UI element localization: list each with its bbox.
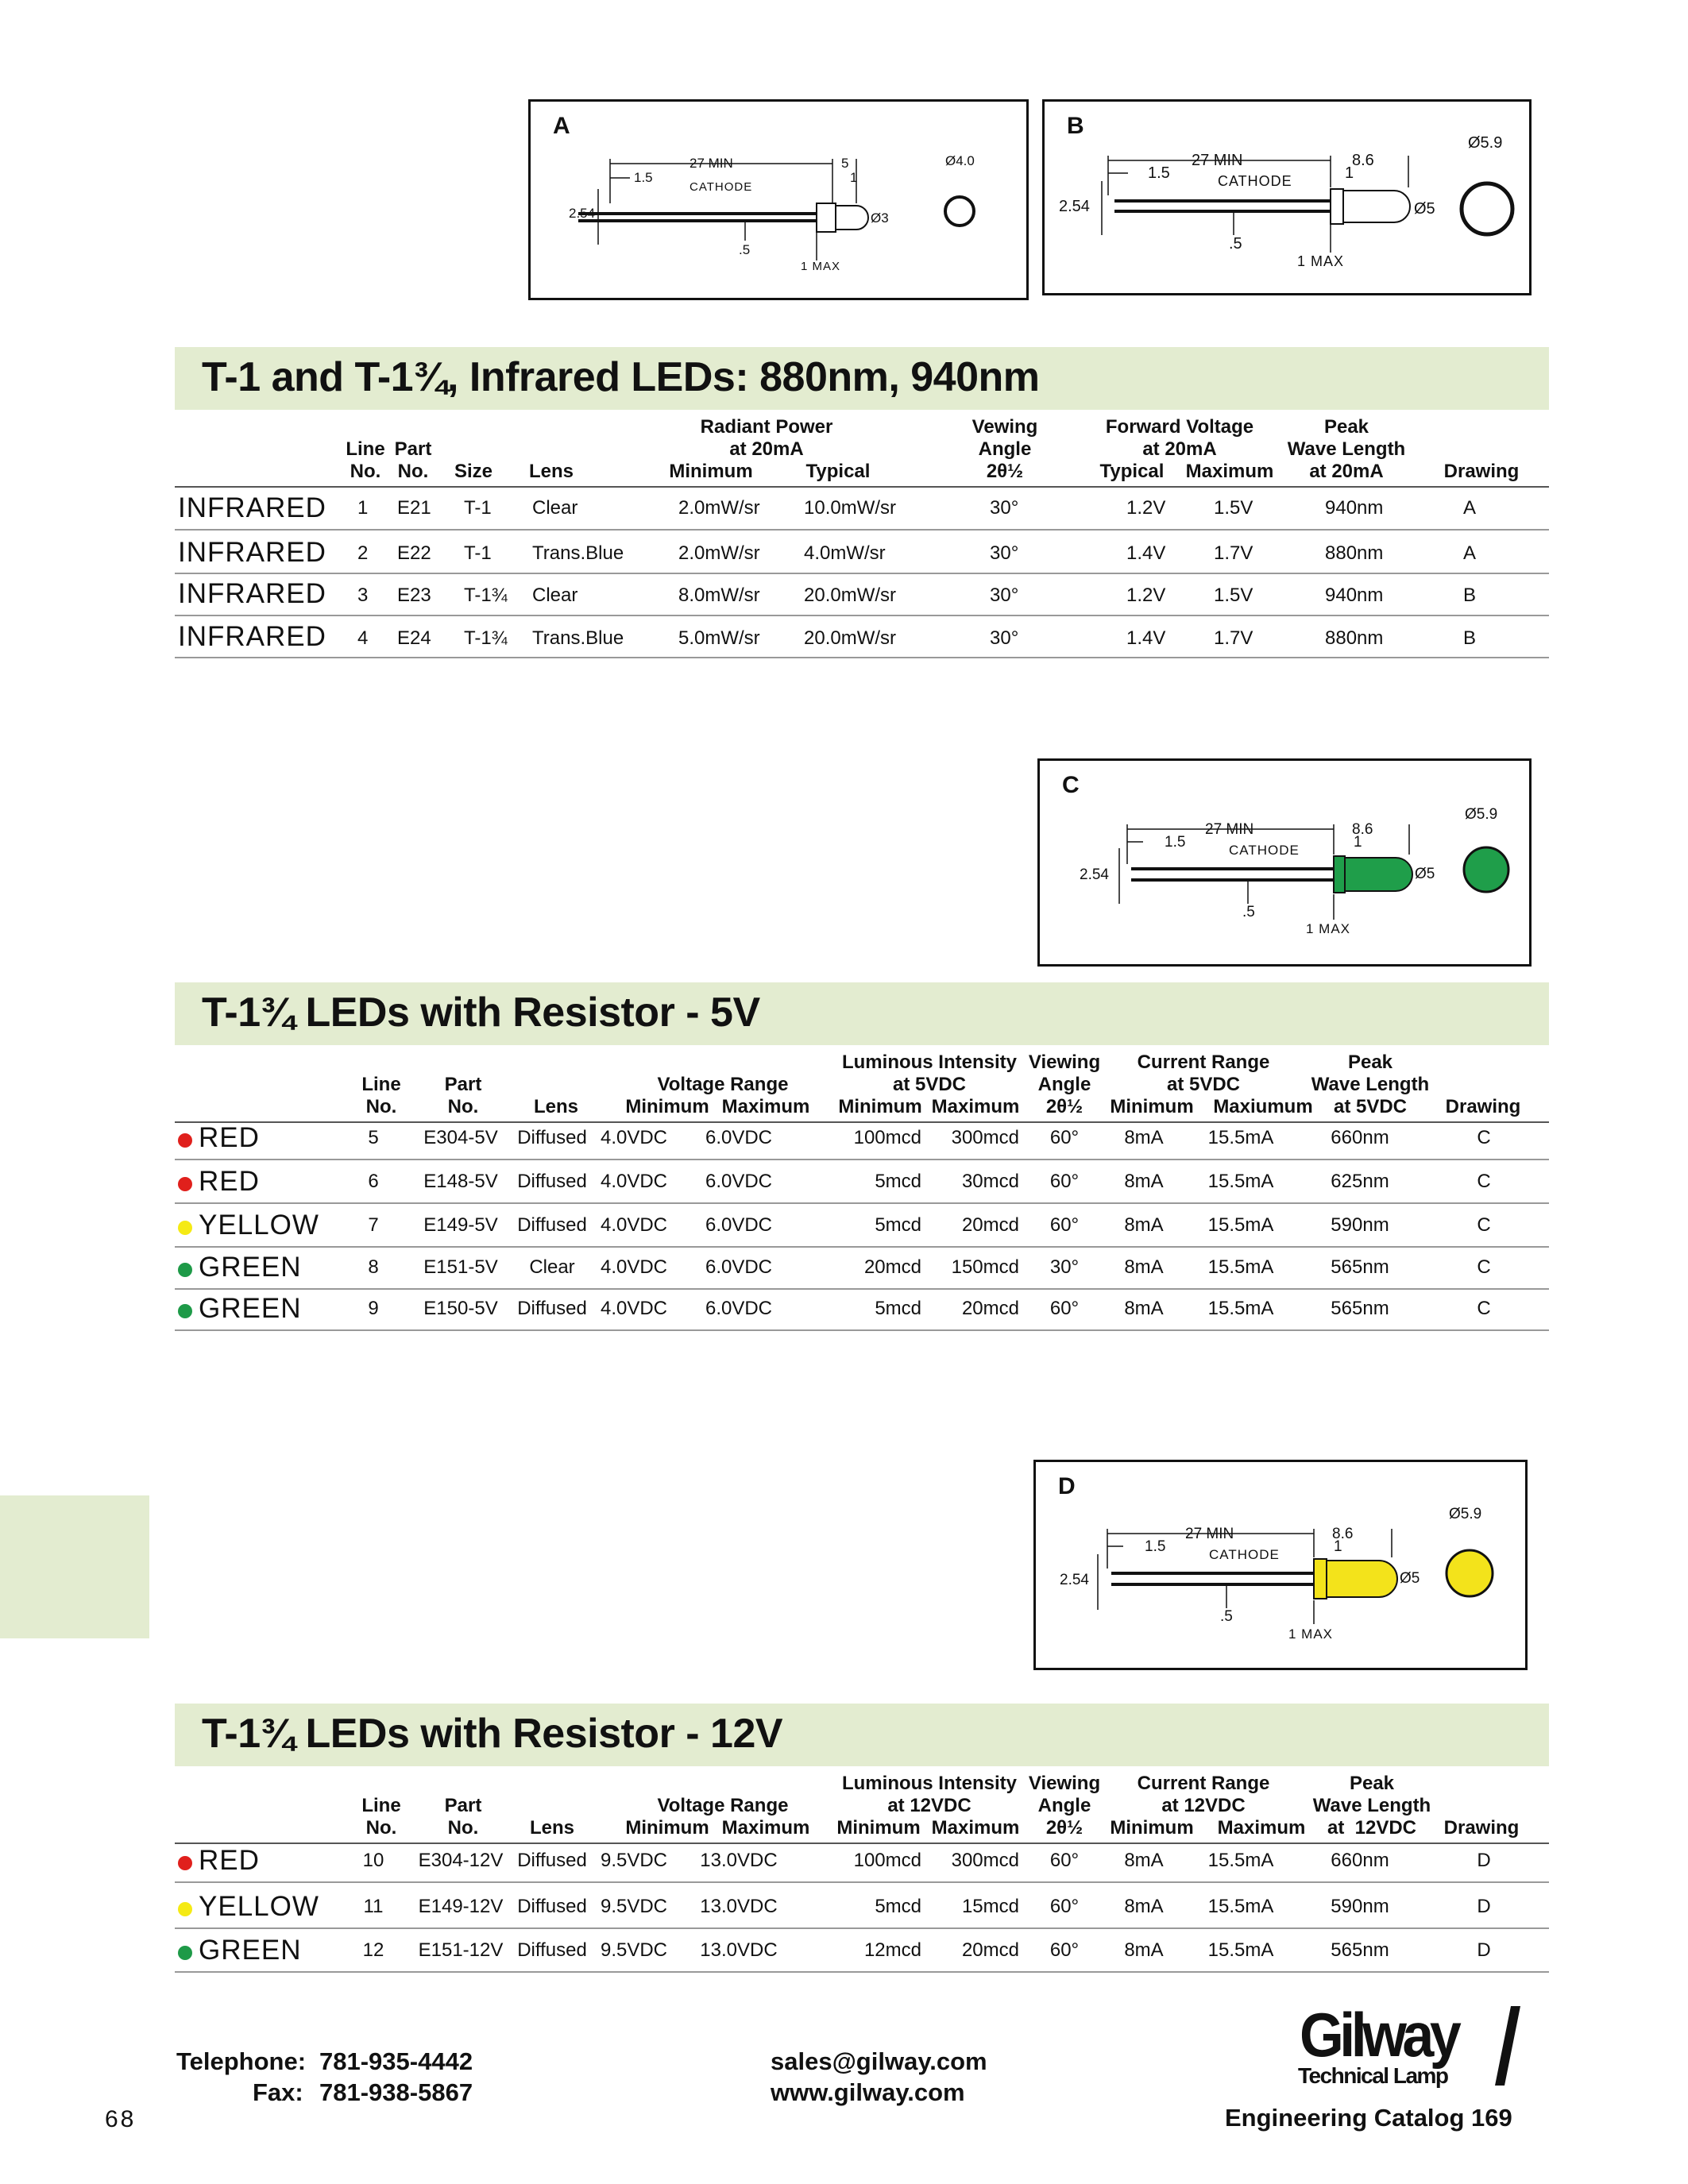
- current-max: 15.5mA: [1207, 1127, 1274, 1148]
- part-no: E23: [397, 585, 431, 606]
- drawing-ref: C: [1477, 1256, 1491, 1278]
- dim-pitch: 2.54: [1080, 866, 1109, 883]
- voltage-min: 9.5VDC: [600, 1850, 668, 1871]
- col-header-forward-voltage: Forward Voltage at 20mA: [1105, 416, 1254, 460]
- table-header-rule: [175, 1121, 1549, 1123]
- dim-flange: 1 MAX: [1288, 1626, 1334, 1642]
- voltage-max: 6.0VDC: [705, 1256, 773, 1278]
- row-rule: [175, 657, 1549, 658]
- dim-length: 27 MIN: [1205, 821, 1254, 838]
- drawing-ref: D: [1477, 1896, 1491, 1917]
- section-title: T-1¾ LEDs with Resistor - 12V: [202, 1711, 783, 1757]
- lens: Clear: [532, 585, 578, 606]
- line-no: 6: [368, 1171, 379, 1192]
- col-header-lens: Lens: [533, 1096, 578, 1117]
- voltage-max: 6.0VDC: [705, 1171, 773, 1192]
- col-header-voltage-max: Maximum: [721, 1096, 810, 1117]
- col-header-voltage-max: Maximum: [721, 1817, 810, 1839]
- view-angle: 30°: [990, 497, 1019, 519]
- peak-wavelength: 565nm: [1331, 1939, 1389, 1961]
- dim-flange: 1 MAX: [801, 260, 841, 273]
- col-header-voltage-min: Minimum: [625, 1817, 709, 1839]
- drawing-ref: C: [1477, 1214, 1491, 1236]
- led-type: INFRARED: [178, 578, 326, 609]
- line-no: 12: [362, 1939, 384, 1961]
- radiant-min: 2.0mW/sr: [678, 497, 760, 519]
- lens: Clear: [529, 1256, 575, 1278]
- col-header-part: Part No.: [394, 438, 432, 482]
- current-min: 8mA: [1124, 1171, 1164, 1192]
- row-rule: [175, 1329, 1549, 1331]
- drawing-ref: D: [1477, 1850, 1491, 1871]
- led-type: INFRARED: [178, 537, 326, 568]
- dim-flange: 1 MAX: [1306, 921, 1351, 936]
- current-max: 15.5mA: [1207, 1171, 1274, 1192]
- part-no: E149-5V: [423, 1214, 498, 1236]
- col-header-voltage-min: Minimum: [625, 1096, 709, 1117]
- section-header: [175, 982, 1549, 1045]
- dim-lead: .5: [1229, 235, 1242, 253]
- peak-wavelength: 660nm: [1331, 1127, 1389, 1148]
- col-header-lum-max: Maximum: [931, 1817, 1020, 1839]
- drawing-ref: C: [1477, 1171, 1491, 1192]
- dim-lead: .5: [1220, 1608, 1233, 1625]
- page-number: 68: [105, 2106, 137, 2132]
- radiant-typ: 20.0mW/sr: [804, 627, 897, 649]
- row-rule: [175, 1246, 1549, 1248]
- dim-top-dia: Ø5.9: [1468, 134, 1503, 152]
- voltage-max: 13.0VDC: [700, 1939, 778, 1961]
- col-header-lens: Lens: [529, 461, 574, 482]
- dim-top-dia: Ø5.9: [1465, 806, 1498, 823]
- peak-wavelength: 940nm: [1325, 497, 1384, 519]
- current-min: 8mA: [1124, 1896, 1164, 1917]
- dim-length: 27 MIN: [1192, 152, 1243, 169]
- part-no: E304-12V: [418, 1850, 504, 1871]
- dim-length: 27 MIN: [1185, 1526, 1234, 1542]
- size: T-1: [464, 542, 492, 564]
- dim-lead-offset: 1.5: [1145, 1538, 1166, 1555]
- lum-min: 100mcd: [853, 1127, 921, 1148]
- size: T-1¾: [464, 627, 508, 649]
- table-header-rule: [175, 1843, 1549, 1844]
- lens: Diffused: [517, 1127, 587, 1148]
- part-no: E149-12V: [418, 1896, 504, 1917]
- col-header-part: Part No.: [444, 1795, 482, 1839]
- drawing-ref: A: [1463, 497, 1477, 519]
- voltage-min: 9.5VDC: [600, 1939, 668, 1961]
- fv-max: 1.7V: [1214, 627, 1253, 649]
- lum-max: 20mcd: [961, 1214, 1019, 1236]
- lum-max: 15mcd: [961, 1896, 1019, 1917]
- dim-lead: .5: [1242, 904, 1255, 920]
- dim-dia: Ø5: [1400, 1570, 1420, 1587]
- lens: Diffused: [517, 1850, 587, 1871]
- led-type: INFRARED: [178, 492, 326, 523]
- part-no: E151-5V: [423, 1256, 498, 1278]
- voltage-max: 6.0VDC: [705, 1214, 773, 1236]
- led-type: RED: [199, 1122, 260, 1153]
- col-header-radiant: Radiant Power at 20mA: [700, 416, 833, 460]
- lum-min: 12mcd: [863, 1939, 921, 1961]
- led-type: RED: [199, 1845, 260, 1876]
- current-max: 15.5mA: [1207, 1850, 1274, 1871]
- fax-label: Fax:: [253, 2078, 303, 2106]
- drawing-ref: B: [1463, 627, 1477, 649]
- lum-max: 300mcd: [951, 1127, 1019, 1148]
- logo-subtitle: Technical Lamp: [1298, 2063, 1448, 2088]
- drawing-label: C: [1062, 772, 1080, 798]
- lum-min: 5mcd: [875, 1298, 921, 1319]
- row-rule: [175, 615, 1549, 616]
- section-title: T-1¾ LEDs with Resistor - 5V: [202, 990, 760, 1036]
- fv-typ: 1.2V: [1126, 585, 1166, 606]
- dim-dia: Ø3: [871, 210, 889, 226]
- row-rule: [175, 1971, 1549, 1973]
- current-max: 15.5mA: [1207, 1214, 1274, 1236]
- voltage-max: 13.0VDC: [700, 1850, 778, 1871]
- col-header-line: Line No.: [361, 1074, 401, 1117]
- led-diagram-d: [1036, 1462, 1530, 1673]
- dim-body: 8.6: [1352, 821, 1373, 838]
- dim-pitch: 2.54: [1060, 1572, 1089, 1588]
- led-type: YELLOW: [199, 1891, 319, 1922]
- line-no: 8: [368, 1256, 379, 1278]
- lens: Diffused: [517, 1896, 587, 1917]
- line-no: 11: [363, 1896, 384, 1917]
- current-max: 15.5mA: [1207, 1298, 1274, 1319]
- gilway-logo: [1295, 2000, 1525, 2090]
- lens: Diffused: [517, 1939, 587, 1961]
- dim-lead-offset: 1.5: [634, 170, 653, 185]
- lum-min: 100mcd: [853, 1850, 921, 1871]
- part-no: E22: [397, 542, 431, 564]
- current-min: 8mA: [1124, 1850, 1164, 1871]
- led-flange: [1334, 856, 1345, 893]
- drawing-a: [528, 99, 1029, 300]
- part-no: E21: [397, 497, 431, 519]
- drawing-label: B: [1067, 113, 1084, 139]
- drawing-ref: B: [1463, 585, 1477, 606]
- color-dot-icon: [178, 1946, 192, 1960]
- voltage-min: 4.0VDC: [600, 1214, 668, 1236]
- led-type: GREEN: [199, 1252, 302, 1283]
- lum-max: 150mcd: [951, 1256, 1019, 1278]
- line-no: 10: [362, 1850, 384, 1871]
- voltage-max: 13.0VDC: [700, 1896, 778, 1917]
- col-header-cur-max: Maximum: [1217, 1817, 1306, 1839]
- voltage-min: 4.0VDC: [600, 1171, 668, 1192]
- col-header-radiant-typ: Typical: [805, 461, 871, 482]
- line-no: 5: [368, 1127, 379, 1148]
- cathode-label: CATHODE: [689, 180, 753, 194]
- col-header-line: Line No.: [361, 1795, 401, 1839]
- led-top-view: [1447, 1550, 1493, 1596]
- col-header-cur-min: Minimum: [1110, 1096, 1194, 1117]
- dim-body: 8.6: [1352, 152, 1374, 169]
- color-dot-icon: [178, 1856, 192, 1870]
- led-type: INFRARED: [178, 621, 326, 652]
- fax: 781-938-5867: [319, 2078, 473, 2106]
- led-type: GREEN: [199, 1935, 302, 1966]
- dim-dia: Ø5: [1415, 866, 1435, 882]
- dim-top-dia: Ø4.0: [945, 153, 975, 168]
- dim-rim: 1: [1354, 834, 1362, 851]
- cathode-label: CATHODE: [1209, 1547, 1280, 1562]
- radiant-typ: 4.0mW/sr: [804, 542, 886, 564]
- led-body: [1327, 1561, 1397, 1597]
- row-rule: [175, 1288, 1549, 1290]
- col-header-angle: Viewing Angle 2θ½: [1028, 1051, 1101, 1117]
- led-type: GREEN: [199, 1293, 302, 1324]
- color-dot-icon: [178, 1133, 192, 1148]
- logo-wordmark: Gilway: [1300, 2000, 1458, 2070]
- led-diagram-c: [1040, 761, 1534, 969]
- catalog-label: Engineering Catalog 169: [1225, 2104, 1512, 2132]
- row-rule: [175, 1881, 1549, 1883]
- lum-max: 300mcd: [951, 1850, 1019, 1871]
- view-angle: 30°: [990, 627, 1019, 649]
- col-header-lum-max: Maximum: [931, 1096, 1020, 1117]
- col-header-voltage: Voltage Range: [657, 1795, 789, 1816]
- view-angle: 30°: [1049, 1256, 1080, 1278]
- radiant-min: 2.0mW/sr: [678, 542, 760, 564]
- dim-body: 5: [841, 156, 849, 171]
- drawing-ref: C: [1477, 1127, 1491, 1148]
- current-min: 8mA: [1124, 1256, 1164, 1278]
- col-header-luminous: Luminous Intensity at 12VDC: [841, 1773, 1017, 1816]
- dim-flange: 1 MAX: [1297, 253, 1345, 269]
- dim-rim: 1: [850, 170, 858, 185]
- col-header-fv-max: Maximum: [1185, 461, 1274, 482]
- col-header-luminous: Luminous Intensity at 5VDC: [841, 1051, 1017, 1095]
- dim-lead-offset: 1.5: [1165, 834, 1186, 851]
- radiant-typ: 10.0mW/sr: [804, 497, 897, 519]
- row-rule: [175, 1927, 1549, 1929]
- lum-min: 20mcd: [863, 1256, 921, 1278]
- drawing-ref: D: [1477, 1939, 1491, 1961]
- current-min: 8mA: [1124, 1127, 1164, 1148]
- led-top-view: [1464, 847, 1508, 892]
- col-header-peak: Peak Wave Length at 20mA: [1287, 416, 1406, 482]
- part-no: E304-5V: [423, 1127, 498, 1148]
- current-max: 15.5mA: [1207, 1896, 1274, 1917]
- dim-pitch: 2.54: [1059, 198, 1090, 215]
- dim-pitch: 2.54: [569, 206, 596, 221]
- view-angle: 60°: [1049, 1214, 1080, 1236]
- led-diagram-b: [1045, 102, 1534, 298]
- col-header-drawing: Drawing: [1443, 1817, 1520, 1839]
- col-header-current: Current Range at 12VDC: [1137, 1773, 1270, 1816]
- col-header-cur-min: Minimum: [1110, 1817, 1194, 1839]
- dim-length: 27 MIN: [689, 156, 733, 171]
- col-header-voltage: Voltage Range: [657, 1074, 789, 1095]
- col-header-line: Line No.: [346, 438, 385, 482]
- lens: Diffused: [517, 1171, 587, 1192]
- dim-lead: .5: [739, 242, 751, 257]
- color-dot-icon: [178, 1304, 192, 1318]
- led-flange: [1314, 1559, 1327, 1599]
- drawing-ref: A: [1463, 542, 1477, 564]
- col-header-part: Part No.: [444, 1074, 482, 1117]
- line-no: 3: [357, 585, 369, 606]
- lum-max: 30mcd: [961, 1171, 1019, 1192]
- line-no: 4: [357, 627, 369, 649]
- radiant-min: 5.0mW/sr: [678, 627, 760, 649]
- peak-wavelength: 625nm: [1331, 1171, 1389, 1192]
- row-rule: [175, 529, 1549, 531]
- voltage-max: 6.0VDC: [705, 1298, 773, 1319]
- line-no: 1: [357, 497, 369, 519]
- fv-max: 1.5V: [1214, 585, 1253, 606]
- email-link[interactable]: sales@gilway.com: [771, 2047, 987, 2075]
- cathode-label: CATHODE: [1229, 843, 1300, 858]
- cathode-label: CATHODE: [1218, 173, 1292, 189]
- fv-typ: 1.4V: [1126, 627, 1166, 649]
- voltage-max: 6.0VDC: [705, 1127, 773, 1148]
- peak-wavelength: 940nm: [1325, 585, 1384, 606]
- col-header-lum-min: Minimum: [838, 1096, 922, 1117]
- view-angle: 60°: [1049, 1171, 1080, 1192]
- lum-max: 20mcd: [961, 1298, 1019, 1319]
- dim-rim: 1: [1334, 1538, 1342, 1555]
- dim-top-dia: Ø5.9: [1449, 1506, 1482, 1522]
- line-no: 9: [368, 1298, 379, 1319]
- col-header-lum-min: Minimum: [836, 1817, 921, 1839]
- led-type: YELLOW: [199, 1210, 319, 1241]
- section-title: T-1 and T-1¾, Infrared LEDs: 880nm, 940nm: [202, 354, 1040, 400]
- lens: Diffused: [517, 1214, 587, 1236]
- col-header-peak: Peak Wave Length at 12VDC: [1312, 1773, 1431, 1839]
- voltage-min: 4.0VDC: [600, 1298, 668, 1319]
- lens: Trans.Blue: [532, 627, 624, 649]
- view-angle: 60°: [1049, 1298, 1080, 1319]
- col-header-lens: Lens: [529, 1817, 574, 1839]
- part-no: E148-5V: [423, 1171, 498, 1192]
- radiant-min: 8.0mW/sr: [678, 585, 760, 606]
- size: T-1: [464, 497, 492, 519]
- view-angle: 30°: [990, 542, 1019, 564]
- drawing-c: [1037, 758, 1532, 967]
- part-no: E150-5V: [423, 1298, 498, 1319]
- dim-dia: Ø5: [1414, 200, 1435, 218]
- lum-min: 5mcd: [875, 1896, 921, 1917]
- col-header-current: Current Range at 5VDC: [1137, 1051, 1270, 1095]
- dim-body: 8.6: [1332, 1526, 1354, 1542]
- col-header-angle: Viewing Angle 2θ½: [1028, 1773, 1101, 1839]
- lum-max: 20mcd: [961, 1939, 1019, 1961]
- view-angle: 60°: [1049, 1850, 1080, 1871]
- view-angle: 30°: [990, 585, 1019, 606]
- col-header-size: Size: [454, 461, 493, 482]
- section-header: [175, 347, 1549, 410]
- fv-max: 1.7V: [1214, 542, 1253, 564]
- col-header-cur-max: Maxiumum: [1213, 1096, 1313, 1117]
- voltage-min: 4.0VDC: [600, 1256, 668, 1278]
- website-link[interactable]: www.gilway.com: [771, 2078, 965, 2106]
- peak-wavelength: 565nm: [1331, 1256, 1389, 1278]
- color-dot-icon: [178, 1221, 192, 1235]
- peak-wavelength: 660nm: [1331, 1850, 1389, 1871]
- lens: Trans.Blue: [532, 542, 624, 564]
- col-header-fv-typ: Typical: [1099, 461, 1165, 482]
- lens: Diffused: [517, 1298, 587, 1319]
- col-header-angle: Vewing Angle 2θ½: [971, 416, 1038, 482]
- part-no: E151-12V: [418, 1939, 504, 1961]
- size: T-1¾: [464, 585, 508, 606]
- drawing-d: [1033, 1460, 1528, 1670]
- col-header-drawing: Drawing: [1443, 461, 1520, 482]
- current-min: 8mA: [1124, 1298, 1164, 1319]
- drawing-b: [1042, 99, 1532, 295]
- row-rule: [175, 1159, 1549, 1160]
- current-max: 15.5mA: [1207, 1256, 1274, 1278]
- color-dot-icon: [178, 1177, 192, 1191]
- current-max: 15.5mA: [1207, 1939, 1274, 1961]
- telephone-label: Telephone:: [176, 2047, 307, 2075]
- view-angle: 60°: [1049, 1939, 1080, 1961]
- telephone: 781-935-4442: [319, 2047, 473, 2075]
- voltage-min: 4.0VDC: [600, 1127, 668, 1148]
- row-rule: [175, 1202, 1549, 1204]
- current-min: 8mA: [1124, 1214, 1164, 1236]
- line-no: 2: [357, 542, 369, 564]
- peak-wavelength: 880nm: [1325, 627, 1384, 649]
- line-no: 7: [368, 1214, 379, 1236]
- peak-wavelength: 590nm: [1331, 1214, 1389, 1236]
- col-header-radiant-min: Minimum: [669, 461, 753, 482]
- peak-wavelength: 880nm: [1325, 542, 1384, 564]
- lum-min: 5mcd: [875, 1171, 921, 1192]
- color-dot-icon: [178, 1263, 192, 1277]
- drawing-label: A: [553, 113, 570, 139]
- view-angle: 60°: [1049, 1896, 1080, 1917]
- dim-rim: 1: [1345, 164, 1354, 182]
- table-header-rule: [175, 486, 1549, 488]
- col-header-peak: Peak Wave Length at 5VDC: [1311, 1051, 1430, 1117]
- drawing-ref: C: [1477, 1298, 1491, 1319]
- voltage-min: 9.5VDC: [600, 1896, 668, 1917]
- peak-wavelength: 565nm: [1331, 1298, 1389, 1319]
- fv-typ: 1.2V: [1126, 497, 1166, 519]
- row-rule: [175, 573, 1549, 574]
- dim-lead-offset: 1.5: [1148, 164, 1170, 182]
- fv-max: 1.5V: [1214, 497, 1253, 519]
- led-diagram-a: [531, 102, 1031, 303]
- view-angle: 60°: [1049, 1127, 1080, 1148]
- radiant-typ: 20.0mW/sr: [804, 585, 897, 606]
- current-min: 8mA: [1124, 1939, 1164, 1961]
- part-no: E24: [397, 627, 431, 649]
- led-body: [1345, 858, 1412, 891]
- logo-slash: [1493, 2003, 1525, 2090]
- drawing-label: D: [1058, 1473, 1076, 1499]
- peak-wavelength: 590nm: [1331, 1896, 1389, 1917]
- side-tab: [0, 1495, 149, 1638]
- led-type: RED: [199, 1166, 260, 1197]
- col-header-drawing: Drawing: [1445, 1096, 1521, 1117]
- color-dot-icon: [178, 1902, 192, 1916]
- section-header: [175, 1704, 1549, 1766]
- lum-min: 5mcd: [875, 1214, 921, 1236]
- fv-typ: 1.4V: [1126, 542, 1166, 564]
- lens: Clear: [532, 497, 578, 519]
